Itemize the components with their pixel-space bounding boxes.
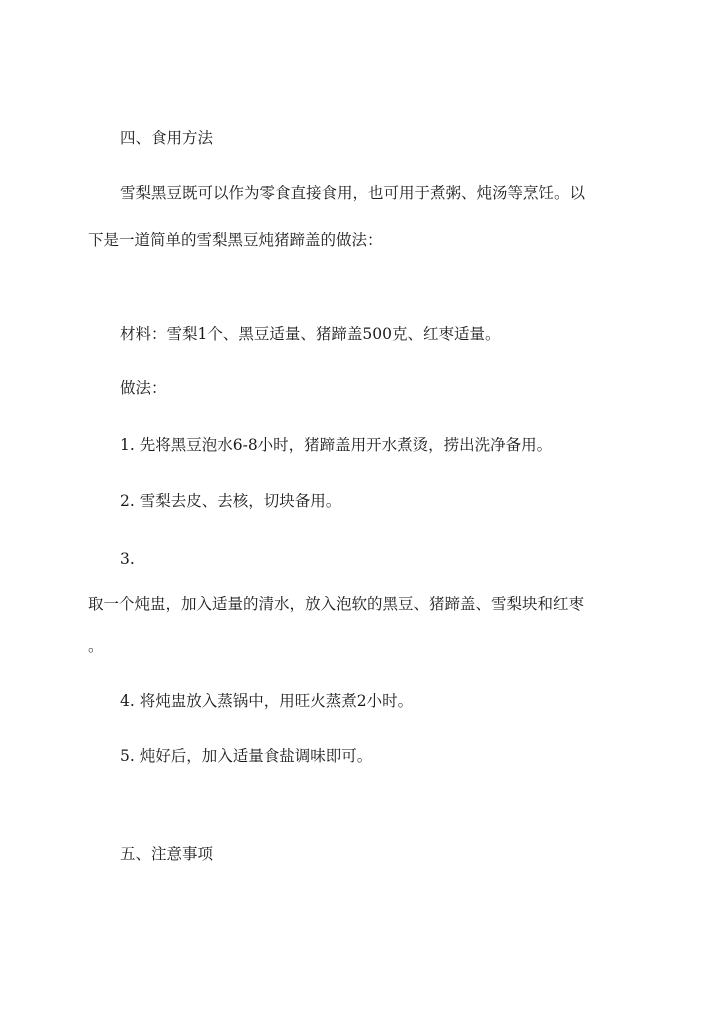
materials-paragraph: 材料：雪梨1个、黑豆适量、猪蹄盖500克、红枣适量。 (120, 325, 501, 343)
intro-paragraph-line-2: 下是一道简单的雪梨黑豆炖猪蹄盖的做法： (88, 231, 383, 249)
method-label: 做法： (120, 379, 167, 397)
section-heading-usage: 四、食用方法 (120, 129, 214, 147)
section-heading-notes: 五、注意事项 (120, 845, 214, 863)
step-1: 1. 先将黑豆泡水6-8小时，猪蹄盖用开水煮烫，捞出洗净备用。 (120, 436, 553, 454)
intro-paragraph-line-1: 雪梨黑豆既可以作为零食直接食用，也可用于煮粥、炖汤等烹饪。以 (120, 184, 586, 202)
step-2: 2. 雪梨去皮、去核，切块备用。 (120, 492, 342, 510)
step-3-line-1: 取一个炖盅，加入适量的清水，放入泡软的黑豆、猪蹄盖、雪梨块和红枣 (88, 595, 585, 613)
step-3-line-2: 。 (88, 637, 104, 655)
step-3-number: 3. (120, 550, 135, 568)
step-5: 5. 炖好后，加入适量食盐调味即可。 (120, 747, 373, 765)
step-4: 4. 将炖盅放入蒸锅中，用旺火蒸煮2小时。 (120, 692, 414, 710)
